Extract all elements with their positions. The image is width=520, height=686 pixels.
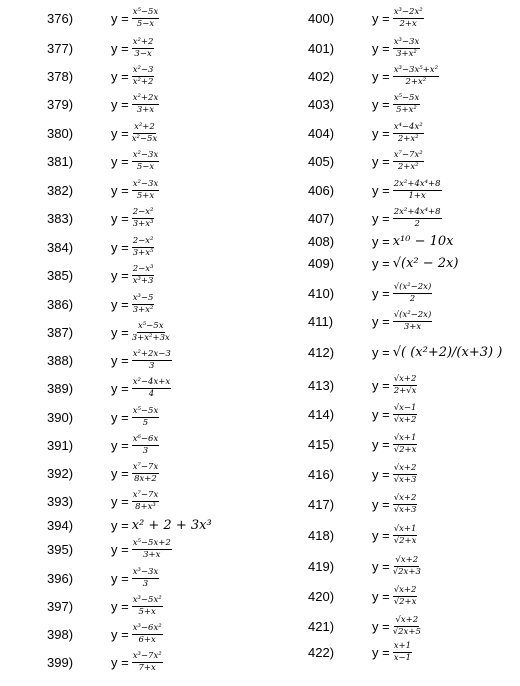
denominator: 2	[414, 218, 420, 229]
denominator: 3	[142, 578, 149, 589]
problem-number: 403)	[308, 96, 335, 112]
problem-row	[0, 566, 159, 590]
problem-row	[0, 461, 159, 485]
problem-row	[262, 92, 420, 116]
fraction	[132, 435, 160, 456]
problem-row	[262, 64, 439, 88]
equation-lhs: y =	[372, 406, 390, 422]
problem-row	[0, 263, 154, 287]
equation-lhs: y =	[111, 465, 129, 481]
equation-lhs: y =	[111, 153, 129, 169]
fraction	[393, 151, 424, 172]
fraction	[132, 463, 160, 484]
equation-lhs: y =	[372, 68, 390, 84]
problem-number: 409)	[308, 255, 335, 271]
denominator: 3+x⁵	[132, 247, 154, 258]
numerator: √x+2	[395, 554, 419, 565]
fraction	[132, 208, 155, 229]
fraction	[393, 494, 418, 515]
problem-number: 388)	[47, 352, 74, 368]
problem-row	[262, 402, 417, 426]
fraction	[132, 568, 160, 589]
numerator: √x+1	[393, 523, 417, 534]
problem-row	[0, 92, 159, 116]
numerator: x²−4x+x	[132, 376, 171, 387]
fraction	[393, 556, 421, 577]
numerator: x³−7x²	[132, 650, 162, 661]
numerator: x⁴−4x²	[393, 121, 423, 132]
denominator: 3+x²	[132, 304, 154, 315]
numerator: √x+2	[393, 373, 417, 384]
numerator: x+1	[393, 640, 412, 651]
fraction	[132, 378, 171, 399]
problem-row	[0, 622, 163, 646]
fraction	[132, 322, 170, 343]
problem-row	[0, 433, 159, 457]
denominator: √x+3	[393, 504, 417, 515]
equation-lhs: y =	[111, 182, 129, 198]
problem-number: 379)	[47, 96, 74, 112]
fraction	[132, 123, 158, 144]
fraction	[393, 434, 418, 455]
equation-lhs: y =	[372, 96, 390, 112]
numerator: x²+2	[132, 36, 154, 47]
denominator: 2+x²	[397, 161, 419, 172]
equation-lhs: y =	[372, 377, 390, 393]
numerator: x⁷−7x	[132, 489, 159, 500]
problem-number: 401)	[308, 40, 335, 56]
problem-number: 381)	[47, 153, 74, 169]
denominator: 2+x²	[405, 76, 427, 87]
equation-lhs: y =	[111, 267, 129, 283]
equation-lhs: y =	[372, 618, 390, 634]
numerator: √x+2	[393, 462, 417, 473]
denominator: √x+2	[393, 414, 417, 425]
problem-number: 392)	[47, 465, 74, 481]
denominator: 5+x	[136, 190, 155, 201]
denominator: √2+x	[393, 444, 417, 455]
problem-number: 393)	[47, 493, 74, 509]
fraction	[132, 294, 155, 315]
fraction	[393, 180, 442, 201]
problem-row	[262, 373, 417, 397]
equation-lhs: y =	[372, 285, 390, 301]
numerator: x⁵−5x	[137, 320, 164, 331]
problem-number: 420)	[308, 588, 335, 604]
problem-row	[0, 178, 159, 202]
problem-number: 414)	[308, 406, 335, 422]
equation-lhs: y =	[111, 10, 129, 26]
problem-row	[262, 492, 417, 516]
fraction	[393, 375, 418, 396]
equation-lhs: y =	[111, 40, 129, 56]
equation-lhs: y =	[372, 466, 390, 482]
equation-lhs: y =	[372, 153, 390, 169]
equation-lhs: y =	[372, 313, 390, 329]
numerator: x³−6x²	[132, 622, 162, 633]
fraction	[393, 66, 439, 87]
problem-number: 418)	[308, 527, 335, 543]
denominator: 2+x²	[397, 133, 419, 144]
numerator: x³−3x	[393, 36, 420, 47]
fraction	[393, 311, 433, 332]
equation-lhs: y =	[111, 570, 129, 586]
numerator: x²−3x	[132, 149, 159, 160]
problem-number: 387)	[47, 324, 74, 340]
equation-lhs: y =	[111, 324, 129, 340]
denominator: 3	[142, 445, 149, 456]
fraction	[132, 8, 160, 29]
problem-row	[0, 64, 154, 88]
numerator: x⁷−7x²	[393, 149, 423, 160]
numerator: x³−3x	[132, 566, 159, 577]
problem-number: 396)	[47, 570, 74, 586]
equation-lhs: y =	[372, 233, 390, 249]
equation-lhs: y =	[111, 68, 129, 84]
denominator: x²−5x	[131, 133, 158, 144]
problem-row	[0, 36, 154, 60]
problem-number: 378)	[47, 68, 74, 84]
fraction	[393, 208, 442, 229]
problem-number: 390)	[47, 409, 74, 425]
problem-row	[262, 281, 432, 305]
denominator: 3+x²+3x	[131, 332, 170, 343]
fraction	[132, 491, 160, 512]
fraction	[393, 38, 421, 59]
numerator: √x−1	[393, 402, 417, 413]
problem-number: 413)	[308, 377, 335, 393]
problem-row	[0, 149, 159, 173]
problem-number: 380)	[47, 125, 74, 141]
numerator: x⁵−5x+2	[132, 537, 171, 548]
expression: x¹⁰ − 10x	[392, 233, 454, 249]
denominator: 2	[409, 293, 416, 304]
fraction	[393, 586, 418, 607]
equation-lhs: y =	[111, 654, 129, 670]
problem-row	[0, 235, 154, 259]
problem-number: 377)	[47, 40, 74, 56]
denominator: 6+x	[138, 634, 156, 645]
denominator: √2x+3	[392, 566, 421, 577]
numerator: x⁵−5x	[132, 6, 159, 17]
denominator: x³+3	[132, 275, 154, 286]
problem-number: 402)	[308, 68, 335, 84]
expression: √( (x²+2)/(x+3) )	[392, 344, 503, 360]
fraction	[132, 624, 163, 645]
equation-lhs: y =	[372, 436, 390, 452]
problem-row	[0, 537, 172, 561]
problem-number: 391)	[47, 437, 74, 453]
problem-row	[0, 405, 159, 429]
numerator: √x+2	[393, 492, 417, 503]
fraction	[393, 8, 424, 29]
problem-row	[262, 640, 412, 664]
problem-row	[0, 121, 157, 145]
problem-number: 398)	[47, 626, 74, 642]
problem-row	[262, 523, 417, 547]
problem-row	[262, 462, 417, 486]
problem-number: 376)	[47, 10, 74, 26]
fraction	[132, 652, 163, 673]
fraction	[132, 265, 155, 286]
equation-lhs: y =	[111, 493, 129, 509]
problem-number: 397)	[47, 598, 74, 614]
equation-lhs: y =	[111, 626, 129, 642]
fraction	[393, 616, 421, 637]
problem-row	[262, 36, 420, 60]
equation-lhs: y =	[372, 527, 390, 543]
numerator: x³−5	[132, 292, 154, 303]
problem-number: 417)	[308, 496, 335, 512]
numerator: 2−x³	[132, 263, 154, 274]
denominator: 3+x	[136, 104, 155, 115]
equation-lhs: y =	[111, 541, 129, 557]
equation-lhs: y =	[111, 352, 129, 368]
numerator: x²+2x−3	[132, 348, 171, 359]
problem-row	[262, 206, 442, 230]
problem-row	[262, 554, 421, 578]
denominator: 3+x	[143, 549, 161, 560]
problem-row	[262, 614, 421, 638]
denominator: 3+x	[403, 321, 422, 332]
problem-number: 411)	[308, 313, 334, 329]
equation-lhs: y =	[111, 437, 129, 453]
equation-lhs: y =	[111, 96, 129, 112]
problem-row	[0, 513, 212, 537]
fraction	[132, 237, 155, 258]
problem-number: 406)	[308, 182, 335, 198]
numerator: x⁵−5x	[393, 92, 420, 103]
fraction	[132, 180, 160, 201]
denominator: 7+x	[138, 662, 156, 673]
numerator: x²−3x	[132, 178, 159, 189]
problem-row	[262, 178, 442, 202]
numerator: x²−3	[132, 64, 154, 75]
problem-number: 415)	[308, 436, 335, 452]
problem-row	[0, 6, 159, 30]
denominator: 5	[142, 417, 149, 428]
numerator: x³−5x²	[132, 594, 162, 605]
denominator: 3+x²	[396, 48, 417, 59]
fraction	[132, 539, 172, 560]
numerator: 2x²+4x⁴+8	[393, 206, 441, 217]
problem-row	[262, 149, 424, 173]
numerator: 2−x²	[132, 206, 154, 217]
equation-lhs: y =	[111, 239, 129, 255]
problem-row	[262, 6, 424, 30]
numerator: √(x²−2x)	[393, 281, 432, 292]
fraction	[132, 151, 160, 172]
problem-number: 416)	[308, 466, 335, 482]
denominator: √x+3	[393, 474, 417, 485]
problem-row	[262, 121, 424, 145]
denominator: 8x+2	[134, 473, 157, 484]
denominator: 3+x³	[132, 218, 154, 229]
problem-row	[0, 348, 172, 372]
problem-row	[0, 489, 159, 513]
fraction	[393, 404, 418, 425]
numerator: x³−2x²	[393, 6, 423, 17]
denominator: √2+x	[393, 596, 417, 607]
problem-number: 419)	[308, 558, 335, 574]
denominator: 3	[149, 360, 155, 371]
equation-lhs: y =	[111, 125, 129, 141]
numerator: √x+2	[395, 614, 419, 625]
equation-lhs: y =	[372, 644, 390, 660]
equation-lhs: y =	[111, 296, 129, 312]
denominator: 1+x	[408, 190, 426, 201]
problem-number: 408)	[308, 233, 335, 249]
fraction	[393, 464, 418, 485]
problem-row	[0, 206, 154, 230]
equation-lhs: y =	[111, 380, 129, 396]
denominator: 8+x³	[135, 501, 156, 512]
fraction	[393, 123, 424, 144]
denominator: 3−x	[134, 48, 152, 59]
problem-number: 422)	[308, 644, 335, 660]
numerator: 2x²+4x⁴+8	[393, 178, 441, 189]
equation-lhs: y =	[372, 558, 390, 574]
numerator: x⁶−6x	[132, 433, 159, 444]
denominator: 5+x	[138, 606, 156, 617]
denominator: x−1	[393, 652, 412, 663]
denominator: 4	[148, 388, 155, 399]
equation-lhs: y =	[372, 496, 390, 512]
problem-number: 400)	[308, 10, 335, 26]
equation-lhs: y =	[111, 598, 129, 614]
numerator: √x+1	[393, 432, 417, 443]
problem-row	[262, 229, 454, 253]
fraction	[132, 350, 172, 371]
fraction	[132, 66, 155, 87]
numerator: x⁵−5x	[132, 405, 159, 416]
problem-number: 399)	[47, 654, 74, 670]
equation-lhs: y =	[111, 210, 129, 226]
numerator: x³−3x⁵+x²	[393, 64, 438, 75]
fraction	[393, 283, 433, 304]
equation-lhs: y =	[372, 588, 390, 604]
fraction	[132, 596, 163, 617]
problem-row	[262, 340, 502, 364]
numerator: √(x²−2x)	[393, 309, 432, 320]
fraction	[132, 94, 160, 115]
problem-row	[262, 251, 458, 275]
equation-lhs: y =	[372, 125, 390, 141]
numerator: 2−x²	[132, 235, 154, 246]
problem-row	[0, 650, 163, 674]
numerator: x²+2	[134, 121, 155, 132]
equation-lhs: y =	[372, 344, 390, 360]
problem-number: 384)	[47, 239, 74, 255]
problem-number: 394)	[47, 517, 74, 533]
fraction	[132, 407, 160, 428]
problem-number: 421)	[308, 618, 335, 634]
fraction	[393, 525, 418, 546]
problem-number: 407)	[308, 210, 335, 226]
problem-row	[262, 584, 417, 608]
denominator: √2+x	[393, 535, 417, 546]
equation-lhs: y =	[111, 517, 129, 533]
problem-row	[262, 432, 417, 456]
numerator: √x+2	[393, 584, 417, 595]
equation-lhs: y =	[372, 40, 390, 56]
problem-number: 410)	[308, 285, 335, 301]
denominator: √2x+5	[392, 626, 421, 637]
denominator: x²+2	[132, 76, 154, 87]
fraction	[393, 94, 421, 115]
fraction	[132, 38, 155, 59]
numerator: x⁷−7x	[132, 461, 159, 472]
numerator: x²+2x	[132, 92, 159, 103]
problem-number: 395)	[47, 541, 74, 557]
problem-number: 382)	[47, 182, 74, 198]
expression: √(x² − 2x)	[392, 255, 459, 271]
problem-row	[262, 309, 432, 333]
problem-number: 385)	[47, 267, 74, 283]
equation-lhs: y =	[372, 10, 390, 26]
problem-row	[0, 376, 171, 400]
problem-number: 412)	[308, 344, 335, 360]
problem-number: 389)	[47, 380, 74, 396]
problem-row	[0, 594, 163, 618]
problem-row	[0, 292, 154, 316]
equation-lhs: y =	[372, 182, 390, 198]
denominator: 2+√x	[393, 385, 417, 396]
denominator: 5−x	[136, 18, 155, 29]
equation-lhs: y =	[372, 210, 390, 226]
equation-lhs: y =	[111, 409, 129, 425]
fraction	[393, 642, 412, 663]
problem-row	[0, 320, 170, 344]
problem-number: 386)	[47, 296, 74, 312]
denominator: 5−x	[136, 161, 155, 172]
denominator: 5+x²	[396, 104, 417, 115]
problem-number: 383)	[47, 210, 74, 226]
problem-number: 405)	[308, 153, 335, 169]
denominator: 2+x	[399, 18, 417, 29]
expression: x² + 2 + 3x³	[131, 517, 212, 533]
equation-lhs: y =	[372, 255, 390, 271]
problem-number: 404)	[308, 125, 335, 141]
